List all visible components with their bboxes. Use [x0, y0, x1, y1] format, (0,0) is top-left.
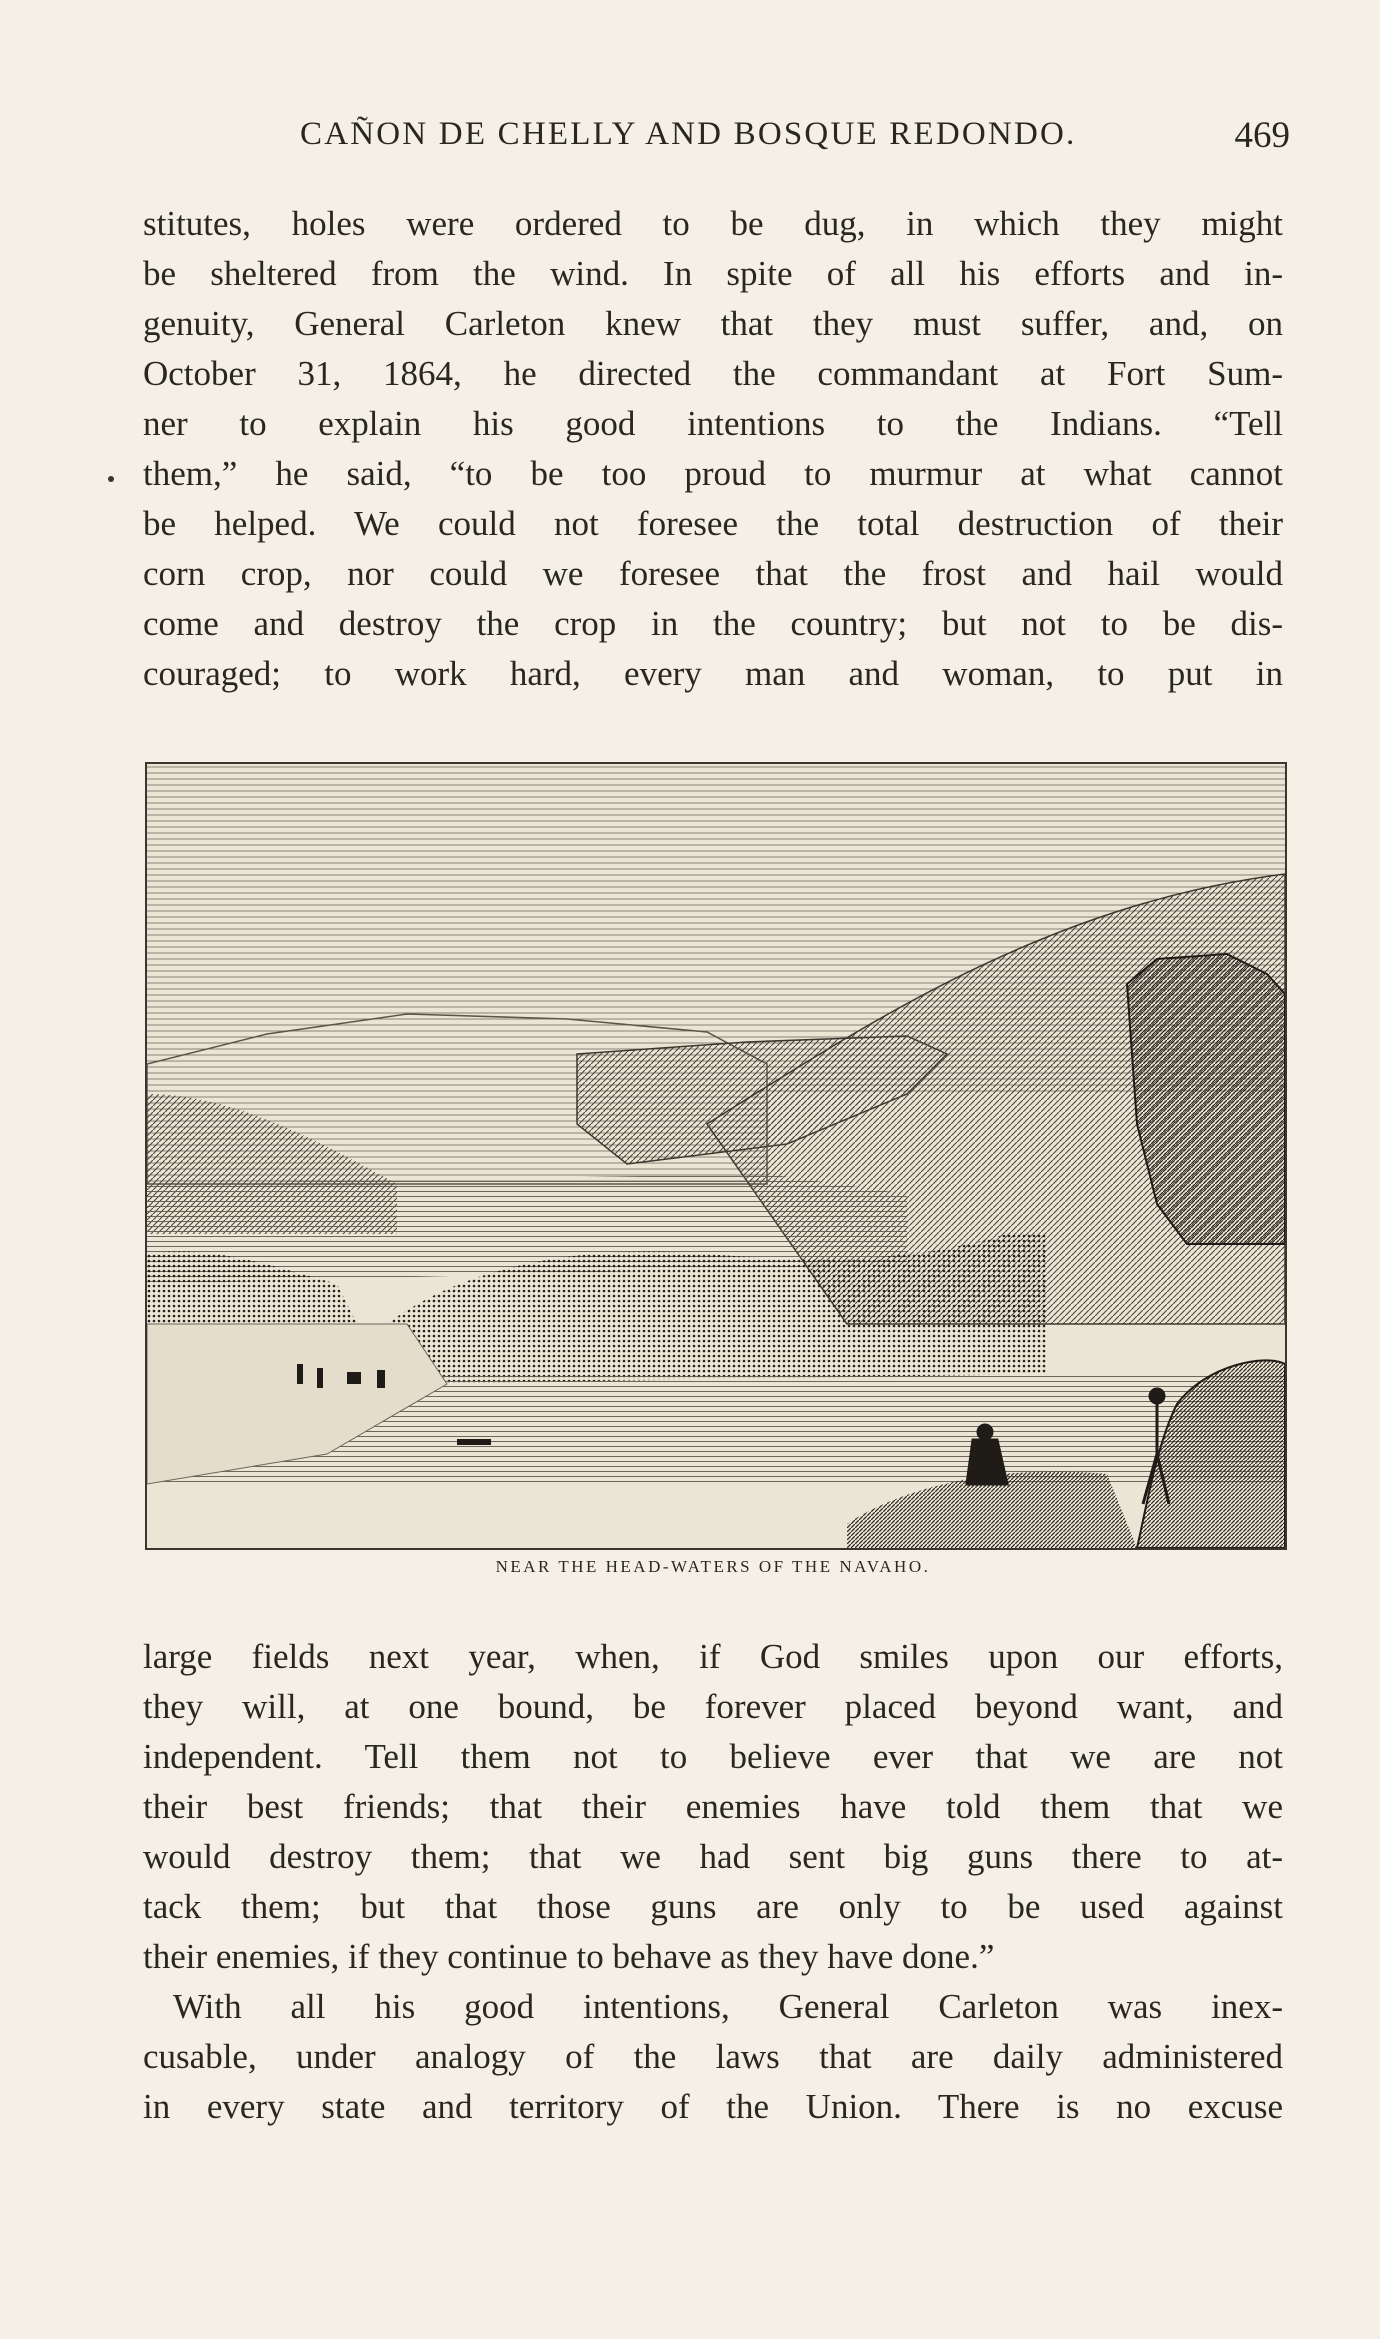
- text-line: their best friends; that their enemies have told them that we: [143, 1787, 1283, 1826]
- text-line: their enemies, if they continue to behave as they have done.”: [143, 1937, 995, 1976]
- page-header: [300, 116, 1290, 166]
- text-line: stitutes, holes were ordered to be dug, in which they might: [143, 204, 1283, 243]
- text-line: be sheltered from the wind. In spite of all his efforts and in-: [143, 254, 1283, 293]
- text-line: genuity, General Carleton knew that they must suffer, and, on: [143, 304, 1283, 343]
- text-line: they will, at one bound, be forever placed beyond want, and: [143, 1687, 1283, 1726]
- paragraph-bottom: [143, 1632, 1283, 2132]
- engraving-illustration: [145, 762, 1287, 1550]
- text-line: October 31, 1864, he directed the commandant at Fort Sum-: [143, 354, 1283, 393]
- text-line: With all his good intentions, General Carleton was inex-: [173, 1987, 1283, 2026]
- text-line: come and destroy the crop in the country; but not to be dis-: [143, 604, 1283, 643]
- paragraph-top: [143, 199, 1283, 699]
- text-line: cusable, under analogy of the laws that are daily administered: [143, 2037, 1283, 2076]
- text-line: couraged; to work hard, every man and woman, to put in: [143, 654, 1283, 693]
- margin-mark: [108, 476, 114, 482]
- page-number: 469: [1234, 115, 1290, 156]
- text-line: ner to explain his good intentions to the Indians. “Tell: [143, 404, 1283, 443]
- text-line: independent. Tell them not to believe ever that we are not: [143, 1737, 1283, 1776]
- text-line: them,” he said, “to be too proud to murmur at what cannot: [143, 454, 1283, 493]
- text-line: large fields next year, when, if God smiles upon our efforts,: [143, 1637, 1283, 1676]
- text-line: be helped. We could not foresee the total destruction of their: [143, 504, 1283, 543]
- text-line: in every state and territory of the Union. There is no excuse: [143, 2087, 1283, 2126]
- landscape-engraving: [147, 764, 1285, 1548]
- running-head: CAÑON DE CHELLY AND BOSQUE REDONDO.: [300, 116, 1077, 152]
- text-line: corn crop, nor could we foresee that the frost and hail would: [143, 554, 1283, 593]
- text-line: would destroy them; that we had sent big guns there to at-: [143, 1837, 1283, 1876]
- text-line: tack them; but that those guns are only to be used against: [143, 1887, 1283, 1926]
- figure-caption: NEAR THE HEAD-WATERS OF THE NAVAHO.: [495, 1557, 931, 1576]
